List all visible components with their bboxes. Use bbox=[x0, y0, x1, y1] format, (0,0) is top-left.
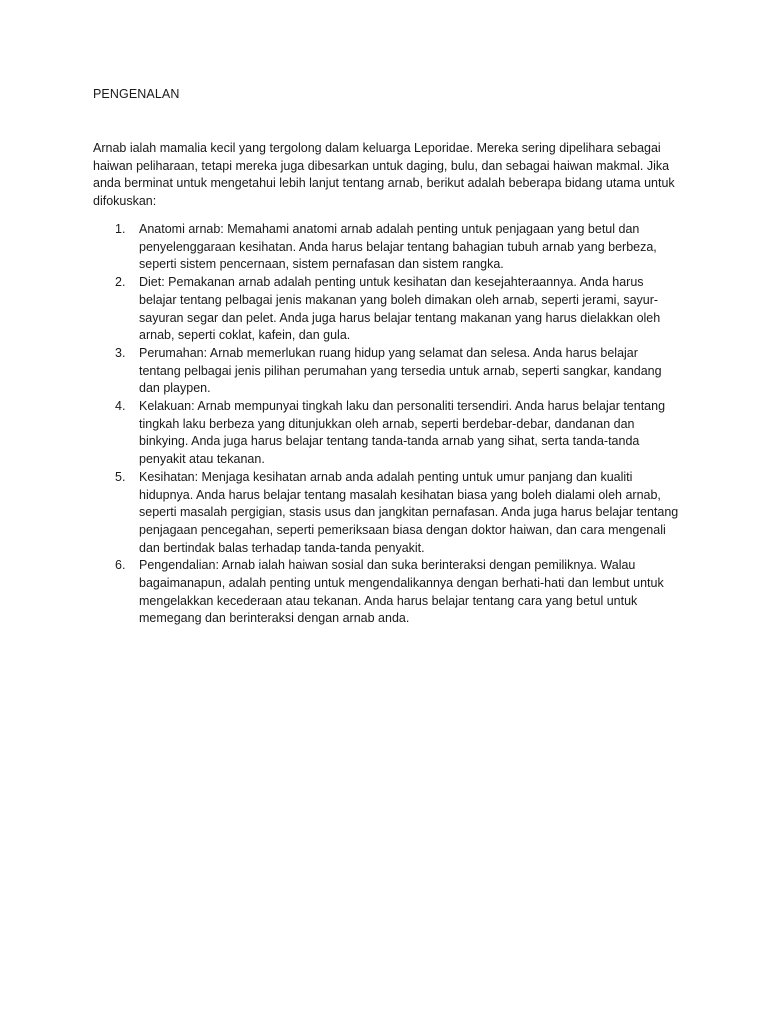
list-item-number: 3. bbox=[115, 345, 126, 360]
list-item-text: Perumahan: Arnab memerlukan ruang hidup yang selamat dan selesa. Anda harus belajar tentang pelbagai jenis pilihan perumahan yang tersedia untuk arnab, seperti sangkar, kandang dan playpen. bbox=[139, 345, 662, 396]
list-item-text: Kelakuan: Arnab mempunyai tingkah laku dan personaliti tersendiri. Anda harus belajar tentang tingkah laku berbeza yang ditunjukkan oleh arnab, seperti berdebar-debar, dandanan dan binkying. Anda juga harus belajar tentang tanda-tanda arnab yang sihat, serta tanda-tanda penyakit atau tekanan. bbox=[139, 399, 666, 467]
list-item-text: Diet: Pemakanan arnab adalah penting untuk kesihatan dan kesejahteraannya. Anda harus belajar tentang pelbagai jenis makanan yang boleh dimakan oleh arnab, seperti jerami, sayur-sayuran segar dan pelet. Anda juga harus belajar tentang makanan yang harus dielakkan oleh arnab, seperti coklat, kafein, dan gula. bbox=[139, 275, 661, 343]
list-item bbox=[93, 345, 683, 398]
focus-areas-list bbox=[93, 221, 683, 628]
list-item-number: 1. bbox=[115, 222, 126, 236]
list-item bbox=[93, 469, 683, 558]
list-item-number: 4. bbox=[115, 399, 126, 414]
list-item bbox=[93, 274, 683, 345]
list-item bbox=[93, 557, 683, 628]
document-heading: PENGENALAN bbox=[93, 87, 180, 101]
list-item-text: Pengendalian: Arnab ialah haiwan sosial dan suka berinteraksi dengan pemiliknya. Walau bagaimanapun, adalah penting untuk mengendalikannya dengan berhati-hati dan lembut untuk mengelakkan kecederaan atau tekanan. Anda harus belajar tentang cara yang betul untuk memegang dan berinteraksi dengan arnab anda. bbox=[139, 558, 664, 626]
list-item-text: Kesihatan: Menjaga kesihatan arnab anda adalah penting untuk umur panjang dan kualiti hidupnya. Anda harus belajar tentang masalah kesihatan biasa yang boleh dialami oleh arnab, seperti masalah pergigian, stasis usus dan jangkitan pernafasan. Anda juga harus belajar tentang penjagaan pencegahan, seperti pemeriksaan biasa dengan doktor haiwan, dan cara mengenali dan bertindak balas terhadap tanda-tanda penyakit. bbox=[139, 469, 679, 555]
list-item bbox=[93, 221, 683, 274]
list-item-number: 6. bbox=[115, 558, 126, 573]
list-item-text: Anatomi arnab: Memahami anatomi arnab adalah penting untuk penjagaan yang betul dan penyelenggaraan kesihatan. Anda harus belajar tentang bahagian tubuh arnab yang berbeza, seperti sistem pencernaan, sistem pernafasan dan sistem rangka. bbox=[139, 222, 657, 272]
list-item bbox=[93, 398, 683, 469]
list-item-number: 2. bbox=[115, 275, 126, 290]
list-item-number: 5. bbox=[115, 469, 126, 484]
intro-paragraph: Arnab ialah mamalia kecil yang tergolong dalam keluarga Leporidae. Mereka sering dipelihara sebagai haiwan peliharaan, tetapi mereka juga dibesarkan untuk daging, bulu, dan sebagai haiwan makmal. Jika anda berminat untuk mengetahui lebih lanjut tentang arnab, berikut adalah beberapa bidang utama untuk difokuskan: bbox=[93, 141, 675, 209]
